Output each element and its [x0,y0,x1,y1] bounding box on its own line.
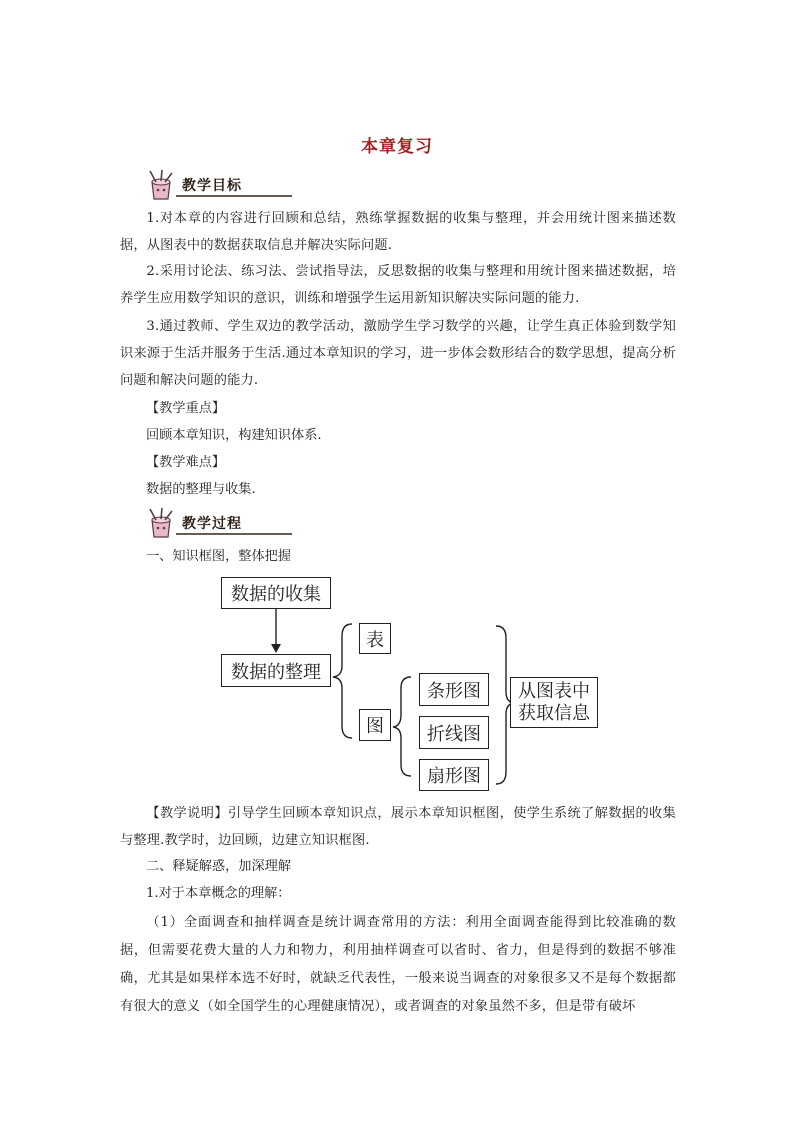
info-line-2: 获取信息 [518,702,590,724]
arrow-head-icon [271,644,281,653]
goal-1: 1.对本章的内容进行回顾和总结，熟练掌握数据的收集与整理，并会用统计图来描述数据，从图表中的数据获取信息并解决实际问题. [120,211,676,253]
box-line-chart: 折线图 [419,716,489,749]
info-line-1: 从图表中 [518,680,590,702]
section-rule [176,533,292,535]
box-chart: 图 [359,709,391,741]
concept-paragraph: （1）全面调查和抽样调查是统计调查常用的方法：利用全面调查能得到比较准确的数据，但需要花费大量的人力和物力，利用抽样调查可以省时、省力，但是得到的数据不够准确，尤其是如果样本选不好时，就缺乏代表性，一般来说当调查的对象很多又不是每个数据都有很大的意义（如全国学生的心理健康情况），或者调查的对象虽然不多，但是带有破坏 [120,915,676,1014]
key-point-heading: 【教学重点】 [146,401,226,416]
section-header-process [142,506,292,540]
pen-holder-icon [144,506,178,540]
difficulty-heading: 【教学难点】 [146,455,226,470]
page-title: 本章复习 [361,137,433,157]
brace-left-chart [393,677,411,776]
section-rule [176,195,292,197]
key-point-text: 回顾本章知识，构建知识体系. [146,428,322,443]
part2-title: 二、释疑解惑，加深理解 [146,859,292,874]
section-header-goals [142,168,292,202]
goal-2: 2.采用讨论法、练习法、尝试指导法，反思数据的收集与整理和用统计图来描述数据，培养学生应用数学知识的意识，训练和增强学生运用新知识解决实际问题的能力. [120,264,676,306]
part1-title: 一、知识框图，整体把握 [146,549,292,564]
box-pie-chart: 扇形图 [419,759,489,791]
box-bar-chart: 条形图 [419,673,489,706]
section-label: 教学目标 [182,178,242,194]
teaching-note: 【教学说明】引导学生回顾本章知识点，展示本章知识框图，使学生系统了解数据的收集与整理.教学时，边回顾，边建立知识框图. [120,806,676,848]
brace-left-organize [333,624,352,738]
box-get-info [510,677,598,728]
box-data-collection: 数据的收集 [221,577,331,609]
section-label: 教学过程 [182,516,242,532]
pen-holder-icon [144,168,178,202]
difficulty-text: 数据的整理与收集. [146,482,256,497]
box-data-organization: 数据的整理 [221,654,331,687]
concept-title: 1.对于本章概念的理解： [146,886,291,901]
box-table: 表 [359,623,391,654]
goal-3: 3.通过教师、学生双边的教学活动，激励学生学习数学的兴趣，让学生真正体验到数学知识来源于生活并服务于生活.通过本章知识的学习，进一步体会数形结合的数学思想，提高分析问题和解决问题的能力. [120,319,676,388]
